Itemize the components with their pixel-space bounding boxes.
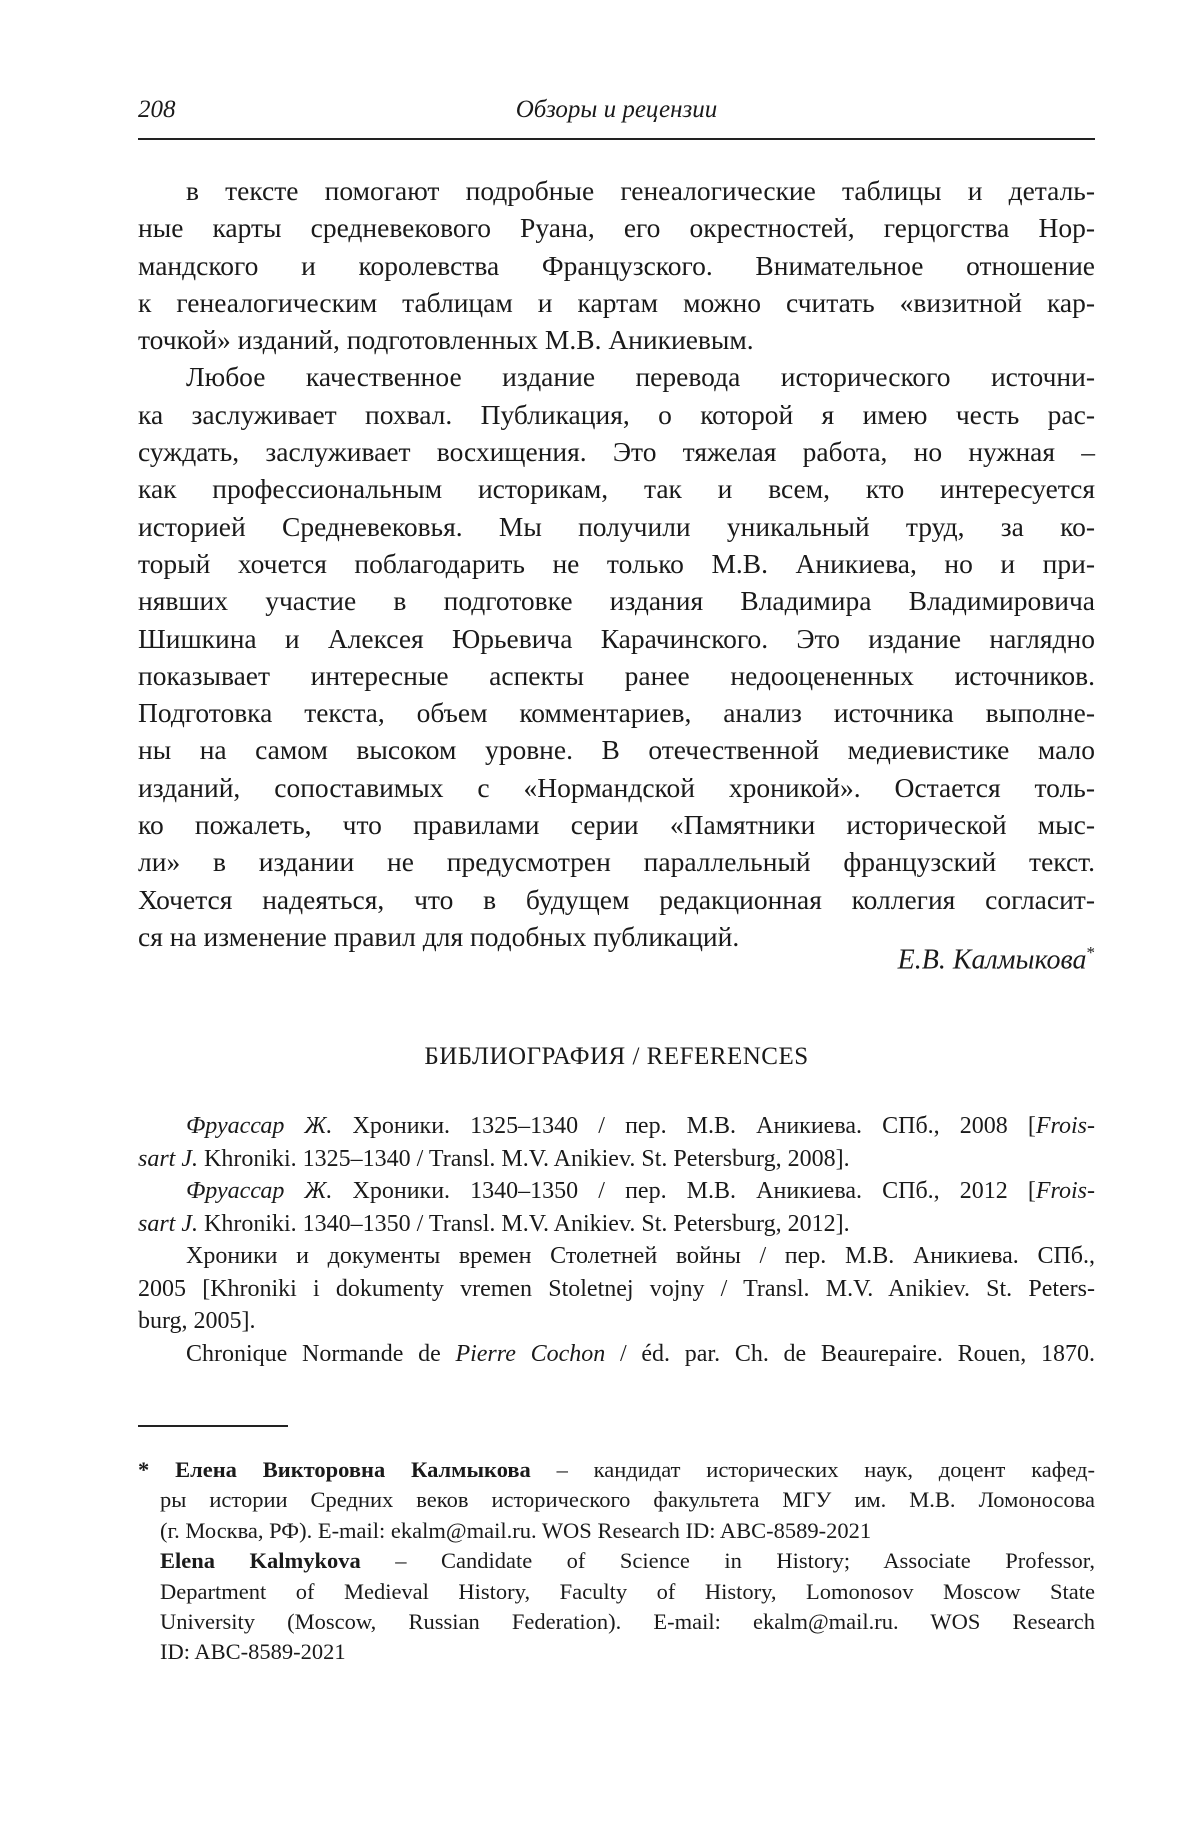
bibliography-title: БИБЛИОГРАФИЯ / REFERENCES — [424, 1043, 809, 1070]
text-line: Хочется надеяться, что в будущем редакционная коллегия согласит- — [138, 883, 1095, 915]
text-line: в тексте помогают подробные генеалогические таблицы и деталь- — [186, 175, 1095, 206]
reference-item: Фруассар Ж. Хроники. 1325–1340 / пер. М.В. Аникиева. СПб., 2008 [Frois- sart J. Khroniki. 1325–1340 / Transl. M.V. Anikiev. St. Petersburg, 2008]. — [138, 1113, 1095, 1172]
body-text — [138, 172, 1095, 955]
text-line: суждать, заслуживает восхищения. Это тяжелая работа, но нужная – — [138, 436, 1095, 468]
paragraph-2 — [138, 358, 1095, 955]
running-header — [138, 96, 1095, 136]
paragraph-1 — [138, 172, 1095, 358]
text-line: Шишкина и Алексея Юрьевича Карачинского. Это издание наглядно — [138, 622, 1095, 654]
reference-item: Chronique Normande de Pierre Cochon / éd. par. Ch. de Beaurepaire. Rouen, 1870. — [186, 1340, 1095, 1367]
text-line: торый хочется поблагодарить не только М.В. Аникиева, но и при- — [138, 547, 1095, 579]
footnote-mark[interactable]: * — [1086, 943, 1095, 962]
text-line: ли» в издании не предусмотрен параллельный французский текст. — [138, 846, 1095, 878]
text-line: показывает интересные аспекты ранее недооцененных источников. — [138, 659, 1095, 691]
text-line: историей Средневековья. Мы получили уникальный труд, за ко- — [138, 510, 1095, 542]
reference-item: Хроники и документы времен Столетней войны / пер. М.В. Аникиева. СПб., 2005 [Khroniki i dokumenty vremen Stoletnej vojny / Transl. M.V. Anikiev. St. Peters- burg, 2005]. — [138, 1243, 1095, 1334]
reference-list — [138, 1110, 1095, 1370]
footnote-rule — [138, 1425, 288, 1427]
text-line: Любое качественное издание перевода исторического источни- — [186, 361, 1095, 393]
text-line: Подготовка текста, объем комментариев, анализ источника выполне- — [138, 697, 1095, 729]
text-line: как профессиональным историкам, так и всем, кто интересуется — [138, 473, 1095, 505]
text-line: ка заслуживает похвал. Публикация, о которой я имею честь рас- — [138, 398, 1095, 430]
text-line: ко пожалеть, что правилами серии «Памятники исторической мыс- — [138, 809, 1095, 841]
text-line: точкой» изданий, подготовленных М.В. Аникиевым. — [138, 324, 754, 356]
text-line: мандского и королевства Французского. Внимательное отношение — [138, 249, 1095, 281]
text-line: к генеалогическим таблицам и картам можно считать «визитной кар- — [138, 286, 1095, 318]
author-signature — [898, 943, 1095, 976]
header-rule — [138, 138, 1095, 140]
reference-item: Фруассар Ж. Хроники. 1340–1350 / пер. М.В. Аникиева. СПб., 2012 [Frois- sart J. Khroniki. 1340–1350 / Transl. M.V. Anikiev. St. Petersburg, 2012]. — [138, 1178, 1095, 1237]
text-line: ные карты средневекового Руана, его окрестностей, герцогства Нор- — [138, 212, 1095, 244]
author-footnote: * Елена Викторовна Калмыкова – кандидат исторических наук, доцент кафед- ры истории Средних веков исторического факультета МГУ им. М.В. Ломоносова (г. Москва, РФ). E-mail: ekalm@mail.ru. WOS Research ID: ABC-8589-2021 Elena Kalmykova – Candidate of Science in History; Associate Professor, Department of Medieval History, Faculty of History, Lomonosov Moscow State University (Moscow, Russian Federation). E-mail: ekalm@mail.ru. WOS Research ID: ABC-8589-2021 — [138, 1457, 1095, 1665]
running-title: Обзоры и рецензии — [515, 96, 718, 123]
page-number: 208 — [138, 96, 176, 123]
author-name-ru: Елена Викторовна Калмыкова — [175, 1457, 531, 1482]
author-name-en: Elena Kalmykova — [160, 1548, 361, 1574]
text-line: ны на самом высоком уровне. В отечественной медиевистике мало — [138, 734, 1095, 766]
text-line: нявших участие в подготовке издания Владимира Владимировича — [138, 585, 1095, 617]
text-line: изданий, сопоставимых с «Нормандской хроникой». Остается толь- — [138, 771, 1095, 803]
signature-name: Е.В. Калмыкова — [897, 944, 1087, 976]
text-line: ся на изменение правил для подобных публикаций. — [138, 920, 740, 952]
